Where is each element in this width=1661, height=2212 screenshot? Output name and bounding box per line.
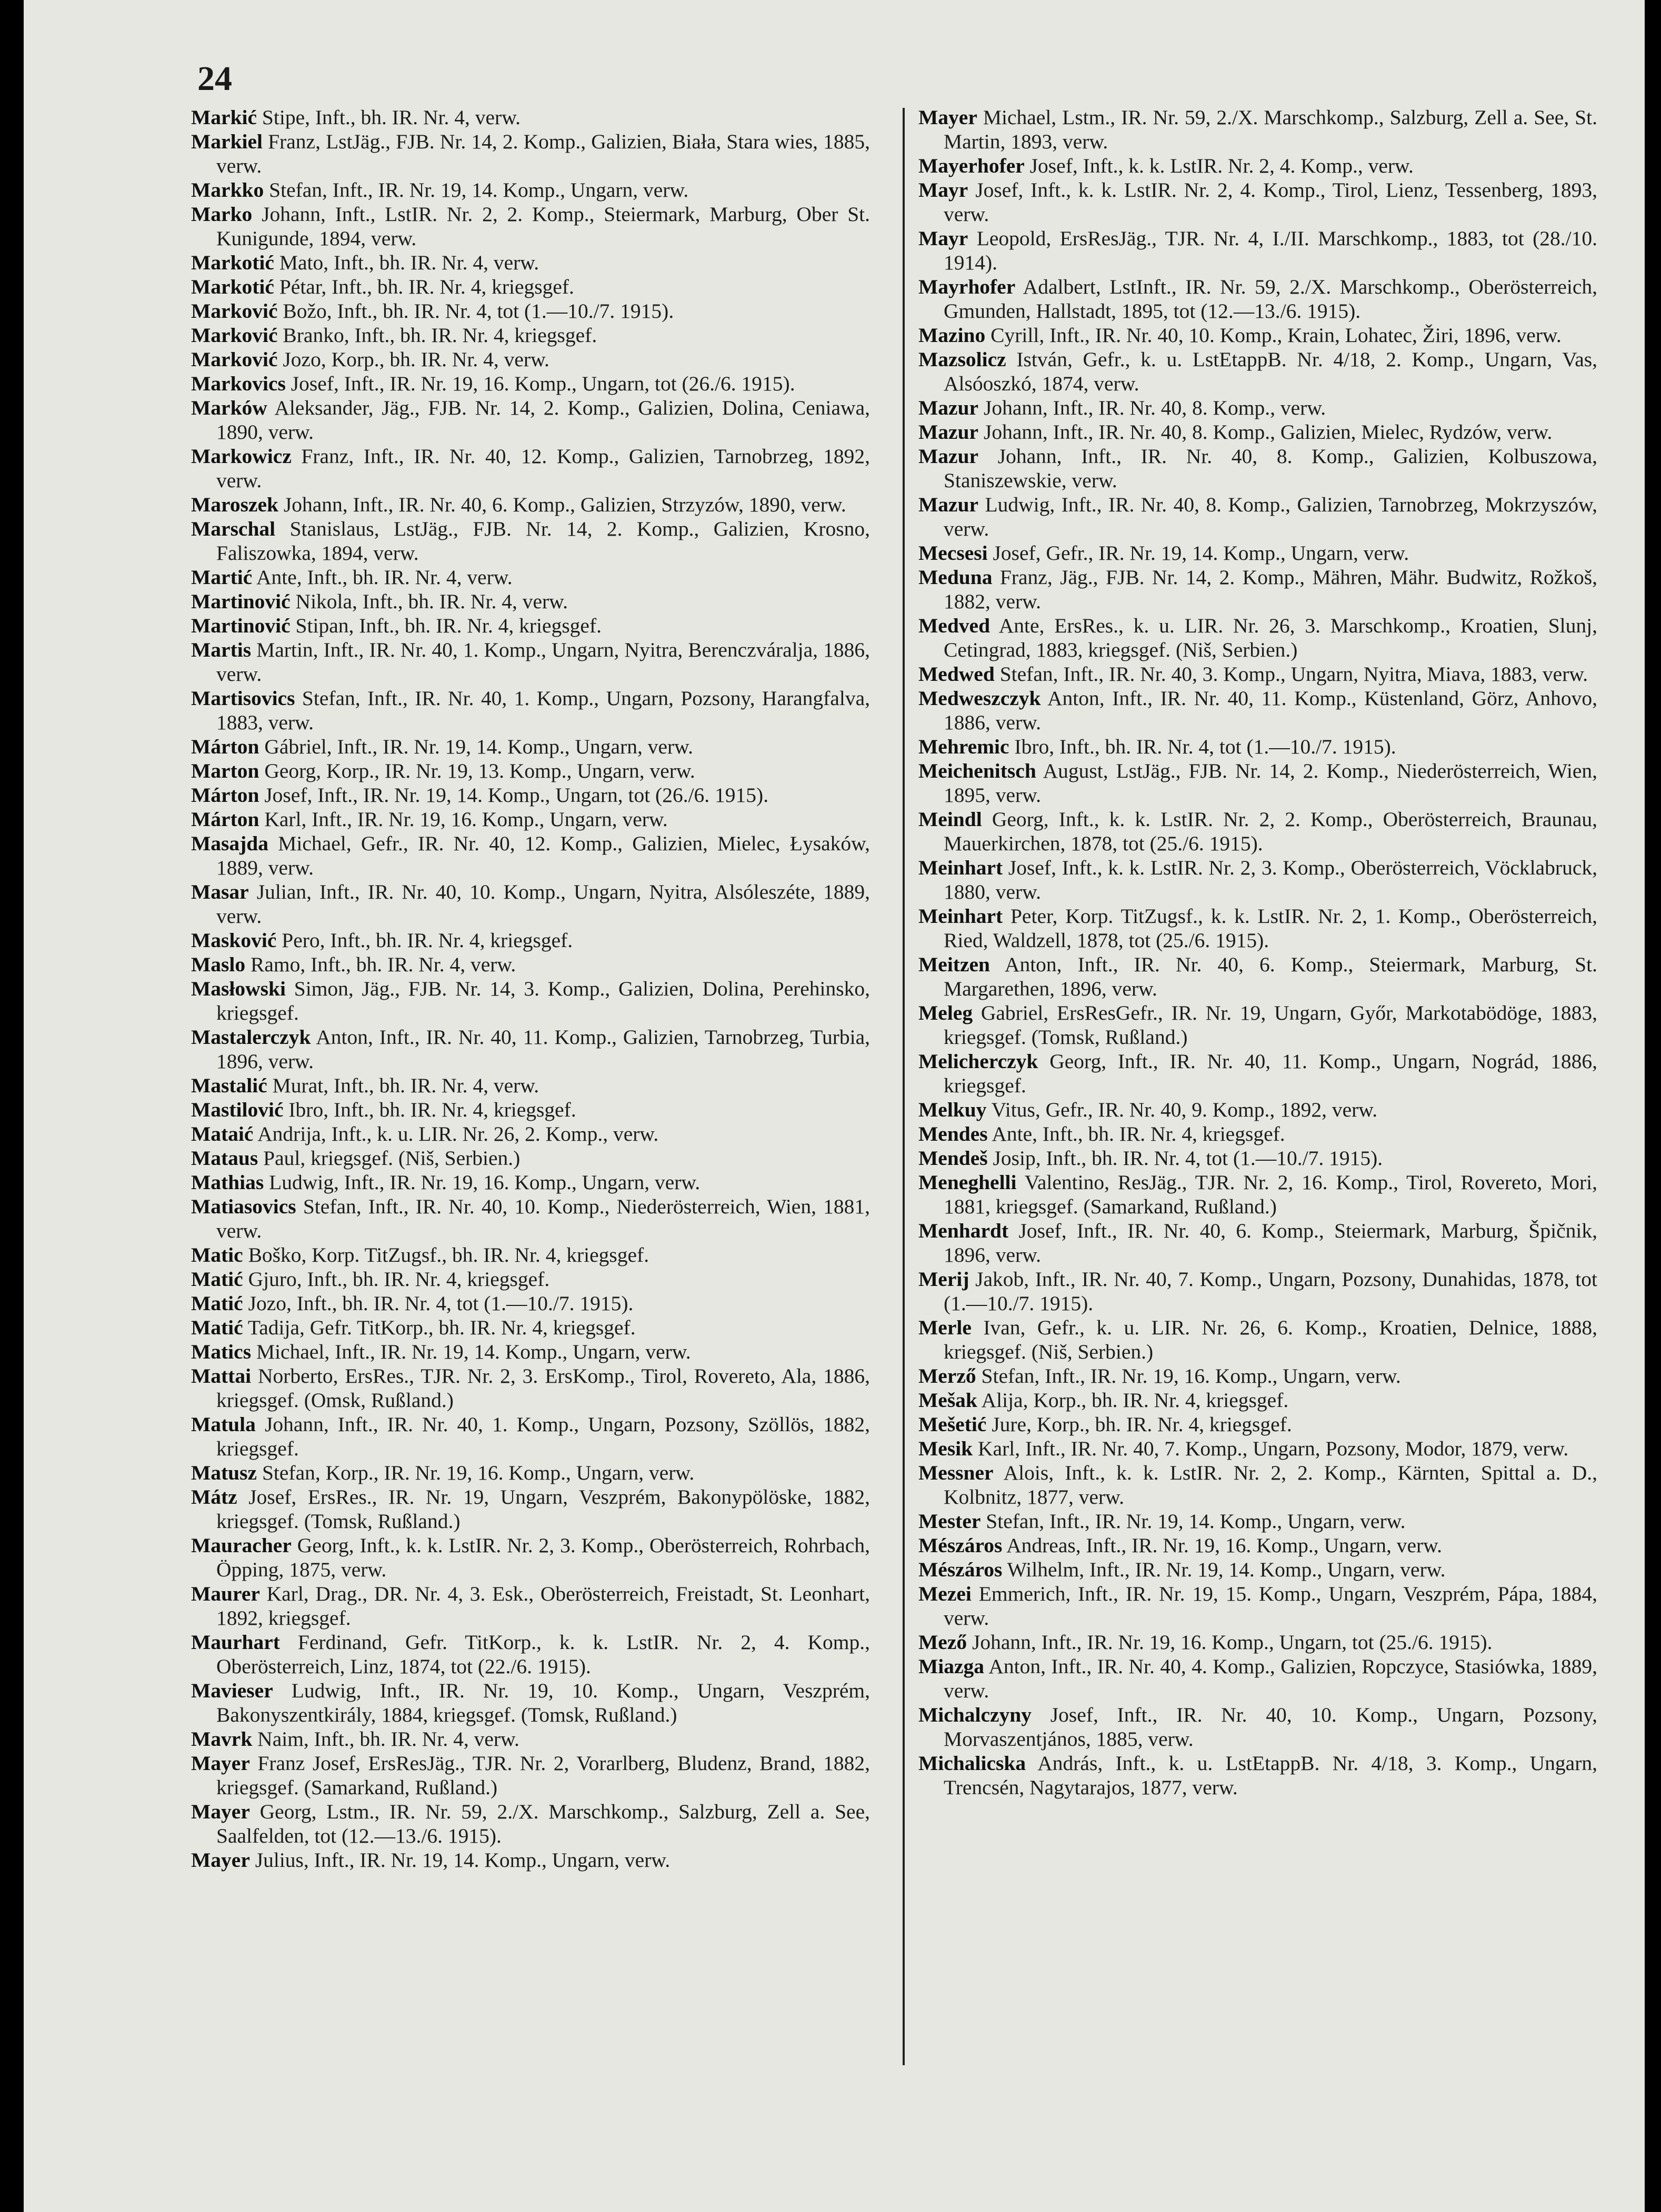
entry-details: Georg, Lstm., IR. Nr. 59, 2./X. Marschkomp., Salzburg, Zell a. See, Saalfelden, tot (12.—13./6. 1915). [216, 1800, 870, 1847]
list-entry [191, 686, 870, 735]
entry-surname: Maurer [191, 1582, 260, 1605]
entry-details: Anton, Inft., IR. Nr. 40, 6. Komp., Steiermark, Marburg, St. Margarethen, 1896, verw. [944, 953, 1597, 1000]
page-number: 24 [197, 59, 232, 98]
list-entry [918, 154, 1597, 178]
entry-details: Michael, Gefr., IR. Nr. 40, 12. Komp., Galizien, Mielec, Łysaków, 1889, verw. [216, 832, 870, 879]
entry-details: Karl, Inft., IR. Nr. 40, 7. Komp., Ungarn, Pozsony, Modor, 1879, verw. [978, 1437, 1569, 1460]
entry-details: Pétar, Inft., bh. IR. Nr. 4, kriegsgef. [279, 275, 574, 298]
entry-surname: Matusz [191, 1461, 257, 1484]
list-entry [191, 1364, 870, 1412]
entry-surname: Martinović [191, 590, 291, 613]
entry-details: Ibro, Inft., bh. IR. Nr. 4, kriegsgef. [288, 1098, 576, 1121]
entry-details: Branko, Inft., bh. IR. Nr. 4, kriegsgef. [283, 324, 597, 347]
list-entry [918, 1219, 1597, 1267]
entry-details: Michael, Lstm., IR. Nr. 59, 2./X. Marschkomp., Salzburg, Zell a. See, St. Martin, 1893, verw. [944, 106, 1597, 153]
list-entry [191, 371, 870, 396]
entry-details: Johann, Inft., IR. Nr. 40, 8. Komp., Galizien, Kolbuszowa, Staniszewskie, verw. [944, 445, 1597, 492]
entry-surname: Mastalerczyk [191, 1025, 311, 1049]
list-entry [191, 1533, 870, 1582]
entry-details: Stefan, Inft., IR. Nr. 40, 3. Komp., Ungarn, Nyitra, Miava, 1883, verw. [999, 662, 1588, 686]
entry-surname: Meitzen [918, 953, 990, 976]
entry-surname: Marković [191, 324, 278, 347]
entry-details: Ibro, Inft., bh. IR. Nr. 4, tot (1.—10./7. 1915). [1014, 735, 1396, 758]
entry-surname: Mataić [191, 1122, 254, 1145]
list-entry [918, 1412, 1597, 1436]
entry-surname: Mayer [191, 1848, 250, 1872]
entry-details: Stefan, Korp., IR. Nr. 19, 16. Komp., Ungarn, verw. [262, 1461, 695, 1484]
entry-details: Josef, Inft., IR. Nr. 40, 6. Komp., Steiermark, Marburg, Špičnik, 1896, verw. [944, 1219, 1598, 1266]
entry-details: Franz Josef, ErsResJäg., TJR. Nr. 2, Vorarlberg, Bludenz, Brand, 1882, kriegsgef. (Samarkand, Rußland.) [216, 1752, 870, 1799]
entry-details: Valentino, ResJäg., TJR. Nr. 2, 16. Komp., Tirol, Rovereto, Mori, 1881, kriegsgef. (Samarkand, Rußland.) [944, 1171, 1597, 1218]
list-entry [918, 1533, 1597, 1557]
list-entry [918, 226, 1597, 275]
entry-surname: Mayr [918, 178, 968, 202]
list-entry [918, 178, 1597, 226]
entry-details: Simon, Jäg., FJB. Nr. 14, 3. Komp., Galizien, Dolina, Perehinsko, kriegsgef. [216, 977, 870, 1024]
entry-details: Stefan, Inft., IR. Nr. 19, 16. Komp., Ungarn, verw. [981, 1364, 1401, 1387]
list-entry [191, 1267, 870, 1291]
list-entry [191, 1291, 870, 1315]
entry-surname: Mazur [918, 445, 979, 468]
entry-details: Nikola, Inft., bh. IR. Nr. 4, verw. [295, 590, 568, 613]
list-entry [918, 420, 1597, 444]
entry-surname: Matić [191, 1268, 243, 1291]
entry-surname: Matic [191, 1243, 243, 1266]
entry-details: Franz, Inft., IR. Nr. 40, 12. Komp., Galizien, Tarnobrzeg, 1892, verw. [216, 445, 870, 492]
entry-details: Georg, Korp., IR. Nr. 19, 13. Komp., Ungarn, verw. [264, 759, 695, 782]
entry-surname: Markotić [191, 251, 274, 274]
list-entry [191, 250, 870, 275]
entry-details: Josip, Inft., bh. IR. Nr. 4, tot (1.—10./7. 1915). [993, 1147, 1383, 1170]
entry-details: Anton, Inft., IR. Nr. 40, 11. Komp., Galizien, Tarnobrzeg, Turbia, 1896, verw. [216, 1025, 870, 1073]
list-entry [918, 1557, 1597, 1582]
entry-surname: Mazur [918, 420, 979, 444]
list-entry [918, 904, 1597, 952]
entry-surname: Mészáros [918, 1558, 1003, 1581]
entry-details: Karl, Drag., DR. Nr. 4, 3. Esk., Oberösterreich, Freistadt, St. Leonhart, 1892, kriegsgef. [216, 1582, 870, 1630]
entry-details: Ivan, Gefr., k. u. LIR. Nr. 26, 6. Komp., Kroatien, Delnice, 1888, kriegsgef. (Niš, Serbien.) [944, 1316, 1598, 1363]
list-entry [918, 686, 1597, 735]
list-entry [191, 1025, 870, 1073]
list-entry [191, 589, 870, 614]
entry-surname: Mehremic [918, 735, 1009, 758]
entry-details: Gábriel, Inft., IR. Nr. 19, 14. Komp., Ungarn, verw. [264, 735, 694, 758]
entry-surname: Meneghelli [918, 1171, 1017, 1194]
entry-surname: Mazino [918, 324, 986, 347]
entry-surname: Mendeš [918, 1147, 988, 1170]
entry-details: Josef, Inft., k. k. LstIR. Nr. 2, 4. Komp., verw. [1029, 154, 1414, 177]
entry-details: Anton, Inft., IR. Nr. 40, 11. Komp., Küstenland, Görz, Anhovo, 1886, verw. [944, 687, 1597, 734]
entry-surname: Mattai [191, 1364, 252, 1387]
entry-surname: Marschal [191, 517, 276, 540]
list-entry [191, 1412, 870, 1461]
list-entry [191, 614, 870, 638]
list-entry [191, 396, 870, 444]
list-entry [191, 952, 870, 977]
list-entry [191, 517, 870, 565]
entry-surname: Matics [191, 1340, 252, 1363]
entry-surname: Michalczyny [918, 1703, 1032, 1726]
list-entry [918, 1267, 1597, 1315]
list-entry [191, 977, 870, 1025]
list-entry [191, 347, 870, 371]
entry-surname: Masłowski [191, 977, 286, 1000]
column-divider [903, 108, 905, 2065]
right-column [918, 105, 1597, 1799]
list-entry [918, 541, 1597, 565]
entry-details: Stefan, Inft., IR. Nr. 19, 14. Komp., Ungarn, verw. [986, 1510, 1406, 1533]
entry-surname: Mátz [191, 1485, 237, 1509]
entry-details: Stefan, Inft., IR. Nr. 19, 14. Komp., Ungarn, verw. [269, 178, 689, 202]
entry-surname: Mataus [191, 1147, 258, 1170]
list-entry [191, 129, 870, 178]
entry-details: Stanislaus, LstJäg., FJB. Nr. 14, 2. Komp., Galizien, Krosno, Faliszowka, 1894, verw. [216, 517, 870, 565]
list-entry [918, 1654, 1597, 1703]
entry-details: Georg, Inft., k. k. LstIR. Nr. 2, 2. Komp., Oberösterreich, Braunau, Mauerkirchen, 1878, tot (25./6. 1915). [944, 808, 1597, 855]
list-entry [918, 1751, 1597, 1799]
entry-surname: Markovics [191, 372, 286, 395]
entry-surname: Marković [191, 299, 278, 323]
entry-surname: Meinhart [918, 904, 1003, 928]
entry-details: Johann, Inft., IR. Nr. 40, 8. Komp., verw. [983, 396, 1326, 419]
list-entry [918, 396, 1597, 420]
list-entry [918, 105, 1597, 154]
entry-surname: Markotić [191, 275, 274, 298]
entry-surname: Meichenitsch [918, 759, 1036, 782]
entry-surname: Miazga [918, 1655, 985, 1678]
entry-details: Anton, Inft., IR. Nr. 40, 4. Komp., Galizien, Ropczyce, Stasiówka, 1889, verw. [944, 1655, 1597, 1702]
list-entry [191, 444, 870, 492]
entry-surname: Marków [191, 396, 267, 419]
entry-details: Adalbert, LstInft., IR. Nr. 59, 2./X. Marschkomp., Oberösterreich, Gmunden, Hallstadt, 1895, tot (12.—13./6. 1915). [944, 275, 1597, 323]
list-entry [918, 1098, 1597, 1122]
list-entry [191, 783, 870, 807]
list-entry [918, 492, 1597, 541]
entry-surname: Mendes [918, 1122, 988, 1145]
entry-details: Cyrill, Inft., IR. Nr. 40, 10. Komp., Krain, Lohatec, Žiri, 1896, verw. [990, 324, 1562, 347]
document-page [24, 0, 1645, 2212]
entry-surname: Maroszek [191, 493, 279, 516]
entry-surname: Markiel [191, 130, 263, 153]
list-entry [918, 1001, 1597, 1049]
entry-surname: Masković [191, 929, 277, 952]
entry-details: Wilhelm, Inft., IR. Nr. 19, 14. Komp., Ungarn, verw. [1007, 1558, 1446, 1581]
entry-details: Ludwig, Inft., IR. Nr. 19, 10. Komp., Ungarn, Veszprém, Bakonyszentkirály, 1884, kriegsgef. (Tomsk, Rußland.) [216, 1679, 870, 1726]
list-entry [918, 275, 1597, 323]
entry-details: Johann, Inft., IR. Nr. 40, 1. Komp., Ungarn, Pozsony, Szöllös, 1882, kriegsgef. [216, 1413, 870, 1460]
entry-details: Ante, Inft., bh. IR. Nr. 4, verw. [256, 566, 513, 589]
list-entry [918, 1364, 1597, 1388]
list-entry [191, 202, 870, 250]
entry-surname: Marko [191, 203, 253, 226]
entry-surname: Mayer [191, 1752, 250, 1775]
entry-surname: Mavieser [191, 1679, 273, 1702]
list-entry [918, 1461, 1597, 1509]
entry-details: Pero, Inft., bh. IR. Nr. 4, kriegsgef. [282, 929, 573, 952]
list-entry [191, 323, 870, 347]
entry-surname: Mastilović [191, 1098, 284, 1121]
entry-surname: Martis [191, 638, 252, 661]
entry-surname: Markko [191, 178, 264, 202]
list-entry [918, 759, 1597, 807]
list-entry [918, 856, 1597, 904]
entry-details: Andreas, Inft., IR. Nr. 19, 16. Komp., Ungarn, verw. [1006, 1534, 1443, 1557]
entry-details: Peter, Korp. TitZugsf., k. k. LstIR. Nr. 2, 1. Komp., Oberösterreich, Ried, Waldzell, 1878, tot (25./6. 1915). [944, 904, 1598, 952]
entry-surname: Marković [191, 348, 278, 371]
entry-details: Josef, Inft., IR. Nr. 19, 16. Komp., Ungarn, tot (26./6. 1915). [291, 372, 795, 395]
entry-details: Martin, Inft., IR. Nr. 40, 1. Komp., Ungarn, Nyitra, Berenczváralja, 1886, verw. [216, 638, 870, 686]
list-entry [918, 565, 1597, 614]
entry-surname: Martić [191, 566, 253, 589]
entry-details: Stefan, Inft., IR. Nr. 40, 10. Komp., Niederösterreich, Wien, 1881, verw. [216, 1195, 870, 1242]
list-entry [191, 1146, 870, 1170]
entry-surname: Mayrhofer [918, 275, 1016, 298]
entry-details: Franz, Jäg., FJB. Nr. 14, 2. Komp., Mähren, Mähr. Budwitz, Rožkoš, 1882, verw. [944, 566, 1597, 613]
entry-details: Johann, Inft., IR. Nr. 40, 8. Komp., Galizien, Mielec, Rydzów, verw. [983, 420, 1553, 444]
entry-surname: Merző [918, 1364, 976, 1387]
entry-surname: Medweszczyk [918, 687, 1041, 710]
list-entry [191, 1799, 870, 1848]
entry-surname: Mastalić [191, 1074, 267, 1097]
entry-details: Stipan, Inft., bh. IR. Nr. 4, kriegsgef. [295, 614, 602, 637]
list-entry [191, 1194, 870, 1243]
entry-surname: Mester [918, 1510, 981, 1533]
list-entry [918, 614, 1597, 662]
entry-surname: Mazur [918, 493, 979, 516]
entry-surname: Mauracher [191, 1534, 292, 1557]
list-entry [191, 492, 870, 517]
list-entry [918, 1146, 1597, 1170]
list-entry [191, 759, 870, 783]
list-entry [918, 1170, 1597, 1219]
entry-details: Vitus, Gefr., IR. Nr. 40, 9. Komp., 1892, verw. [991, 1098, 1378, 1121]
entry-surname: Mayer [191, 1800, 250, 1823]
entry-surname: Markowicz [191, 445, 292, 468]
entry-details: Jozo, Inft., bh. IR. Nr. 4, tot (1.—10./7. 1915). [248, 1292, 634, 1315]
entry-details: István, Gefr., k. u. LstEtappB. Nr. 4/18, 2. Komp., Ungarn, Vas, Alsóoszkó, 1874, verw. [944, 348, 1597, 395]
entry-surname: Mezei [918, 1582, 972, 1605]
entry-details: Andrija, Inft., k. u. LIR. Nr. 26, 2. Komp., verw. [257, 1122, 659, 1145]
list-entry [918, 952, 1597, 1001]
entry-details: Josef, ErsRes., IR. Nr. 19, Ungarn, Veszprém, Bakonypölöske, 1882, kriegsgef. (Tomsk, Rußland.) [216, 1485, 870, 1533]
entry-surname: Márton [191, 783, 259, 807]
list-entry [191, 1340, 870, 1364]
list-entry [918, 1630, 1597, 1654]
entry-details: Josef, Gefr., IR. Nr. 19, 14. Komp., Ungarn, verw. [993, 541, 1409, 565]
entry-surname: Meindl [918, 808, 982, 831]
entry-details: Naim, Inft., bh. IR. Nr. 4, verw. [257, 1727, 519, 1751]
list-entry [191, 1727, 870, 1751]
entry-details: Alija, Korp., bh. IR. Nr. 4, kriegsgef. [981, 1389, 1289, 1412]
entry-details: Ante, ErsRes., k. u. LIR. Nr. 26, 3. Marschkomp., Kroatien, Slunj, Cetingrad, 1883, kriegsgef. (Niš, Serbien.) [944, 614, 1597, 661]
list-entry [918, 1388, 1597, 1412]
entry-details: Mato, Inft., bh. IR. Nr. 4, verw. [279, 251, 539, 274]
entry-surname: Mayr [918, 227, 968, 250]
entry-surname: Markić [191, 106, 257, 129]
left-column [191, 105, 870, 1872]
list-entry [918, 1436, 1597, 1461]
entry-surname: Merij [918, 1268, 969, 1291]
entry-surname: Masajda [191, 832, 269, 855]
entry-surname: Medwed [918, 662, 995, 686]
entry-details: Ludwig, Inft., IR. Nr. 40, 8. Komp., Galizien, Tarnobrzeg, Mokrzyszów, verw. [944, 493, 1598, 540]
entry-surname: Matić [191, 1292, 243, 1315]
entry-surname: Márton [191, 735, 259, 758]
entry-surname: Maslo [191, 953, 246, 976]
entry-details: András, Inft., k. u. LstEtappB. Nr. 4/18, 3. Komp., Ungarn, Trencsén, Nagytarajos, 1877, verw. [944, 1752, 1597, 1799]
entry-details: Jakob, Inft., IR. Nr. 40, 7. Komp., Ungarn, Pozsony, Dunahidas, 1878, tot (1.—10./7. 1915). [944, 1268, 1598, 1315]
entry-details: Tadija, Gefr. TitKorp., bh. IR. Nr. 4, kriegsgef. [247, 1316, 636, 1339]
entry-surname: Mesik [918, 1437, 973, 1460]
entry-surname: Matić [191, 1316, 243, 1339]
list-entry [191, 1630, 870, 1678]
entry-details: Karl, Inft., IR. Nr. 19, 16. Komp., Ungarn, verw. [264, 808, 668, 831]
entry-details: Johann, Inft., IR. Nr. 40, 6. Komp., Galizien, Strzyzów, 1890, verw. [283, 493, 846, 516]
list-entry [191, 1582, 870, 1630]
list-entry [918, 347, 1597, 396]
list-entry [191, 1678, 870, 1727]
list-entry [191, 1073, 870, 1098]
entry-details: Johann, Inft., IR. Nr. 19, 16. Komp., Ungarn, tot (25./6. 1915). [972, 1631, 1493, 1654]
entry-surname: Merle [918, 1316, 972, 1339]
list-entry [191, 565, 870, 589]
list-entry [918, 1049, 1597, 1098]
entry-details: Franz, LstJäg., FJB. Nr. 14, 2. Komp., Galizien, Biała, Stara wies, 1885, verw. [216, 130, 870, 177]
entry-surname: Mathias [191, 1171, 264, 1194]
entry-details: Georg, Inft., IR. Nr. 40, 11. Komp., Ungarn, Nográd, 1886, kriegsgef. [944, 1050, 1597, 1097]
list-entry [918, 735, 1597, 759]
list-entry [191, 1848, 870, 1872]
list-entry [918, 662, 1597, 686]
entry-surname: Meduna [918, 566, 993, 589]
entry-surname: Mazur [918, 396, 979, 419]
entry-details: Michael, Inft., IR. Nr. 19, 14. Komp., Ungarn, verw. [256, 1340, 691, 1363]
entry-surname: Mecsesi [918, 541, 988, 565]
list-entry [191, 880, 870, 928]
entry-surname: Meleg [918, 1001, 973, 1024]
entry-details: Jure, Korp., bh. IR. Nr. 4, kriegsgef. [992, 1413, 1292, 1436]
entry-details: Julius, Inft., IR. Nr. 19, 14. Komp., Ungarn, verw. [255, 1848, 671, 1872]
entry-surname: Mészáros [918, 1534, 1003, 1557]
entry-details: Boško, Korp. TitZugsf., bh. IR. Nr. 4, kriegsgef. [248, 1243, 649, 1266]
list-entry [191, 1098, 870, 1122]
entry-details: Norberto, ErsRes., TJR. Nr. 2, 3. ErsKomp., Tirol, Rovereto, Ala, 1886, kriegsgef. (Omsk, Rußland.) [216, 1364, 870, 1412]
entry-surname: Medved [918, 614, 990, 637]
entry-surname: Matula [191, 1413, 256, 1436]
list-entry [918, 807, 1597, 856]
entry-details: Julian, Inft., IR. Nr. 40, 10. Komp., Ungarn, Nyitra, Alsóleszéte, 1889, verw. [216, 880, 870, 928]
entry-details: Ferdinand, Gefr. TitKorp., k. k. LstIR. Nr. 2, 4. Komp., Oberösterreich, Linz, 1874, tot (22./6. 1915). [216, 1631, 870, 1678]
entry-details: Johann, Inft., LstIR. Nr. 2, 2. Komp., Steiermark, Marburg, Ober St. Kunigunde, 1894, verw. [216, 203, 870, 250]
list-entry [191, 1485, 870, 1533]
entry-surname: Mavrk [191, 1727, 253, 1751]
list-entry [191, 1461, 870, 1485]
list-entry [918, 1509, 1597, 1533]
entry-surname: Martinović [191, 614, 291, 637]
entry-details: Josef, Inft., IR. Nr. 40, 10. Komp., Ungarn, Pozsony, Morvaszentjános, 1885, verw. [944, 1703, 1598, 1751]
list-entry [191, 1751, 870, 1799]
list-entry [191, 299, 870, 323]
entry-details: Aleksander, Jäg., FJB. Nr. 14, 2. Komp., Galizien, Dolina, Ceniawa, 1890, verw. [216, 396, 870, 444]
list-entry [918, 1122, 1597, 1146]
entry-surname: Mešetić [918, 1413, 987, 1436]
entry-details: Emmerich, Inft., IR. Nr. 19, 15. Komp., Ungarn, Veszprém, Pápa, 1884, verw. [944, 1582, 1598, 1630]
entry-details: Gabriel, ErsResGefr., IR. Nr. 19, Ungarn, Győr, Markotabödöge, 1883, kriegsgef. (Tomsk, Rußland.) [944, 1001, 1598, 1049]
entry-surname: Meinhart [918, 856, 1003, 879]
list-entry [191, 1122, 870, 1146]
entry-details: Jozo, Korp., bh. IR. Nr. 4, verw. [283, 348, 549, 371]
list-entry [191, 638, 870, 686]
entry-surname: Maurhart [191, 1631, 280, 1654]
entry-surname: Matiasovics [191, 1195, 296, 1218]
list-entry [191, 1243, 870, 1267]
entry-surname: Masar [191, 880, 249, 903]
entry-details: Ante, Inft., bh. IR. Nr. 4, kriegsgef. [992, 1122, 1285, 1145]
list-entry [191, 275, 870, 299]
entry-surname: Melkuy [918, 1098, 987, 1121]
entry-details: Murat, Inft., bh. IR. Nr. 4, verw. [272, 1074, 539, 1097]
entry-details: Josef, Inft., k. k. LstIR. Nr. 2, 4. Komp., Tirol, Lienz, Tessenberg, 1893, verw. [944, 178, 1598, 226]
entry-surname: Michalicska [918, 1752, 1026, 1775]
list-entry [191, 105, 870, 129]
list-entry [191, 831, 870, 880]
entry-details: Georg, Inft., k. k. LstIR. Nr. 2, 3. Komp., Oberösterreich, Rohrbach, Öpping, 1875, verw. [216, 1534, 870, 1581]
entry-details: Ramo, Inft., bh. IR. Nr. 4, verw. [251, 953, 516, 976]
list-entry [191, 928, 870, 952]
entry-details: Josef, Inft., k. k. LstIR. Nr. 2, 3. Komp., Oberösterreich, Vöcklabruck, 1880, verw. [944, 856, 1597, 903]
entry-surname: Menhardt [918, 1219, 1009, 1242]
entry-details: August, LstJäg., FJB. Nr. 14, 2. Komp., Niederösterreich, Wien, 1895, verw. [944, 759, 1597, 807]
list-entry [918, 1703, 1597, 1751]
list-entry [918, 444, 1597, 492]
entry-details: Ludwig, Inft., IR. Nr. 19, 16. Komp., Ungarn, verw. [269, 1171, 701, 1194]
list-entry [918, 323, 1597, 347]
list-entry [918, 1582, 1597, 1630]
entry-surname: Melicherczyk [918, 1050, 1038, 1073]
entry-surname: Mező [918, 1631, 967, 1654]
list-entry [191, 178, 870, 202]
list-entry [191, 735, 870, 759]
entry-details: Josef, Inft., IR. Nr. 19, 14. Komp., Ungarn, tot (26./6. 1915). [264, 783, 769, 807]
entry-surname: Márton [191, 808, 259, 831]
list-entry [191, 1315, 870, 1340]
entry-surname: Mazsolicz [918, 348, 1006, 371]
entry-surname: Marton [191, 759, 259, 782]
list-entry [191, 807, 870, 831]
entry-surname: Mayerhofer [918, 154, 1025, 177]
entry-details: Alois, Inft., k. k. LstIR. Nr. 2, 2. Komp., Kärnten, Spittal a. D., Kolbnitz, 1877, verw. [944, 1461, 1597, 1509]
entry-surname: Martisovics [191, 687, 295, 710]
entry-details: Gjuro, Inft., bh. IR. Nr. 4, kriegsgef. [248, 1268, 550, 1291]
list-entry [191, 1170, 870, 1194]
entry-details: Leopold, ErsResJäg., TJR. Nr. 4, I./II. Marschkomp., 1883, tot (28./10. 1914). [944, 227, 1597, 274]
list-entry [918, 1315, 1597, 1364]
entry-surname: Mayer [918, 106, 977, 129]
entry-details: Paul, kriegsgef. (Niš, Serbien.) [263, 1147, 521, 1170]
entry-details: Božo, Inft., bh. IR. Nr. 4, tot (1.—10./7. 1915). [283, 299, 674, 323]
entry-details: Stefan, Inft., IR. Nr. 40, 1. Komp., Ungarn, Pozsony, Harangfalva, 1883, verw. [216, 687, 870, 734]
entry-surname: Mešak [918, 1389, 977, 1412]
entry-surname: Messner [918, 1461, 994, 1484]
entry-details: Stipe, Inft., bh. IR. Nr. 4, verw. [262, 106, 521, 129]
